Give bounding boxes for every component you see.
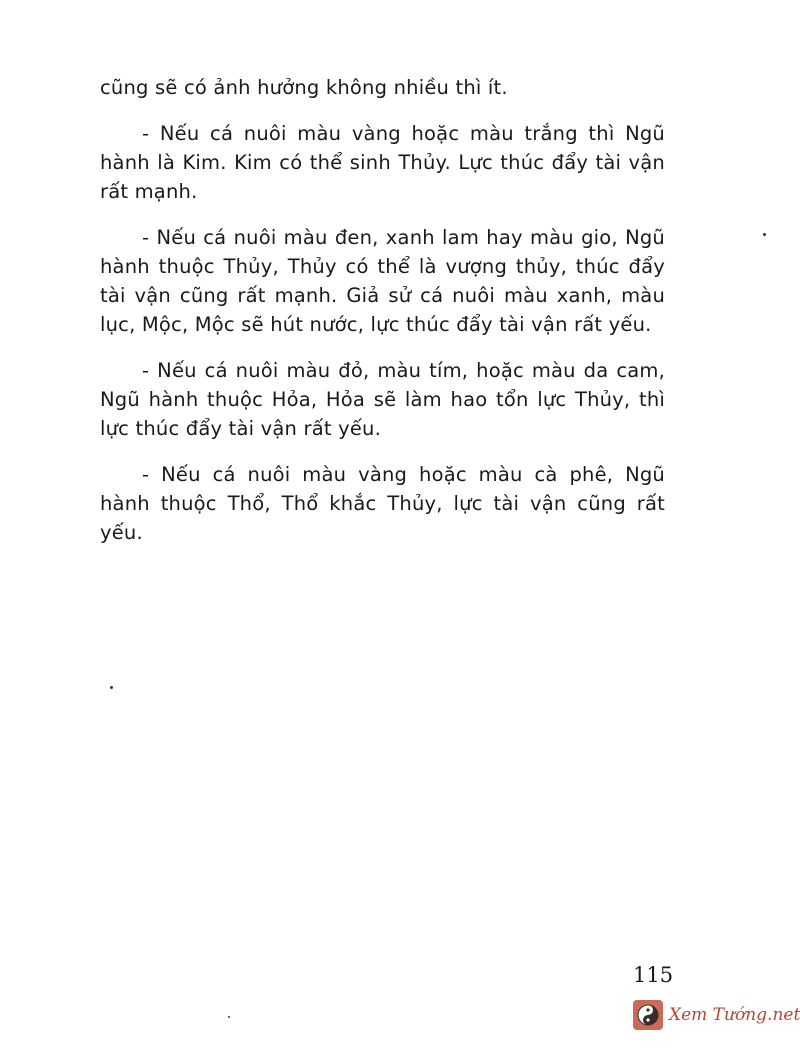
watermark [633,995,800,1035]
page-number: 115 [633,963,674,987]
watermark-text: Xem Tướng.net [669,1005,800,1025]
paragraph-continuation: cũng sẽ có ảnh hưởng không nhiều thì ít. [100,76,508,99]
scan-speck [228,1016,230,1018]
paragraph-fire-element: - Nếu cá nuôi màu đỏ, màu tím, hoặc màu da cam, Ngũ hành thuộc Hỏa, Hỏa sẽ làm hao tổn lực Thủy, thì lực thúc đẩy tài vận rất yếu. [100,359,665,440]
paragraph-metal-element: - Nếu cá nuôi màu vàng hoặc màu trắng thì Ngũ hành là Kim. Kim có thể sinh Thủy. Lực thúc đẩy tài vận rất mạnh. [100,122,665,203]
paragraph-water-element: - Nếu cá nuôi màu đen, xanh lam hay màu gio, Ngũ hành thuộc Thủy, Thủy có thể là vượng thủy, thúc đẩy tài vận cũng rất mạnh. Giả sử cá nuôi màu xanh, màu lục, Mộc, Mộc sẽ hút nước, lực thúc đẩy tài vận rất yếu. [100,226,665,336]
yin-yang-icon [633,1000,663,1030]
scan-speck [110,686,113,689]
page-body [100,73,665,564]
scan-speck [763,233,766,236]
paragraph-earth-element: - Nếu cá nuôi màu vàng hoặc màu cà phê, Ngũ hành thuộc Thổ, Thổ khắc Thủy, lực tài vận cũng rất yếu. [100,463,665,544]
